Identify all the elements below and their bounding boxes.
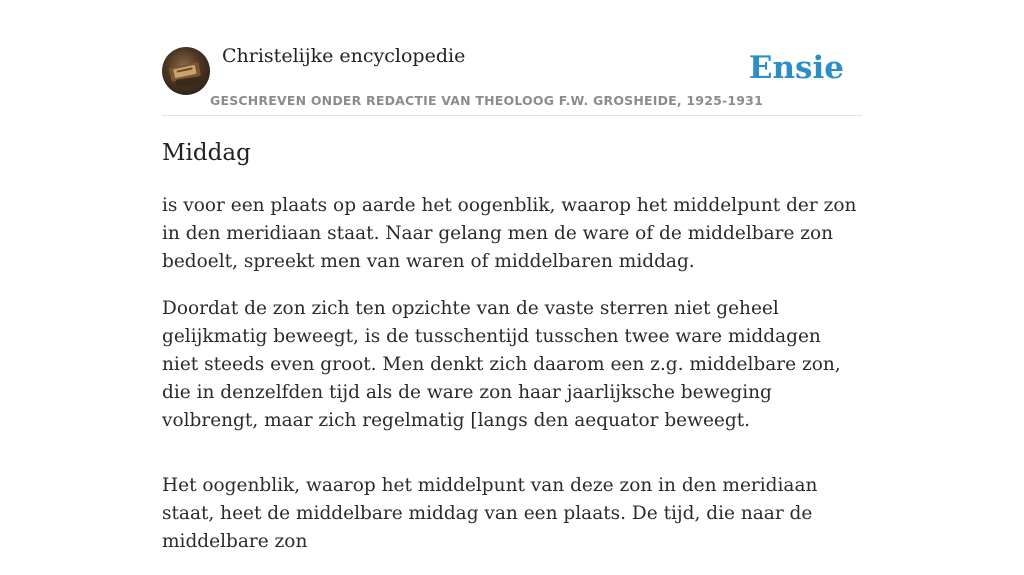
site-header: [162, 0, 862, 116]
page-container: [162, 0, 862, 552]
brand-logo-link[interactable]: Ensie: [748, 50, 844, 86]
article-paragraph: is voor een plaats op aarde het oogenblik, waarop het middelpunt der zon in den meridiaan staat. Naar gelang men de ware of de middelbare zon bedoelt, spreekt men van waren of middelbaren middag.: [162, 195, 857, 272]
book-photo-icon: [162, 47, 210, 95]
article-body: [162, 192, 862, 575]
article-title: Middag: [162, 140, 251, 166]
site-title[interactable]: Christelijke encyclopedie: [222, 45, 466, 67]
article-paragraph: Het oogenblik, waarop het middelpunt van deze zon in den meridiaan staat, heet de middelbare middag van een plaats. De tijd, die naar de middelbare zon: [162, 475, 818, 552]
article-paragraph: Doordat de zon zich ten opzichte van de vaste sterren niet geheel gelijkmatig beweegt, is de tusschentijd tusschen twee ware middagen niet steeds even groot. Men denkt zich daarom een z.g. middelbare zon, die in denzelfden tijd als de ware zon haar jaarlijksche beweging volbrengt, maar zich regelmatig [langs den aequator beweegt.: [162, 298, 841, 431]
avatar[interactable]: [162, 47, 210, 95]
site-subtitle: GESCHREVEN ONDER REDACTIE VAN THEOLOOG F.W. GROSHEIDE, 1925-1931: [210, 93, 763, 108]
